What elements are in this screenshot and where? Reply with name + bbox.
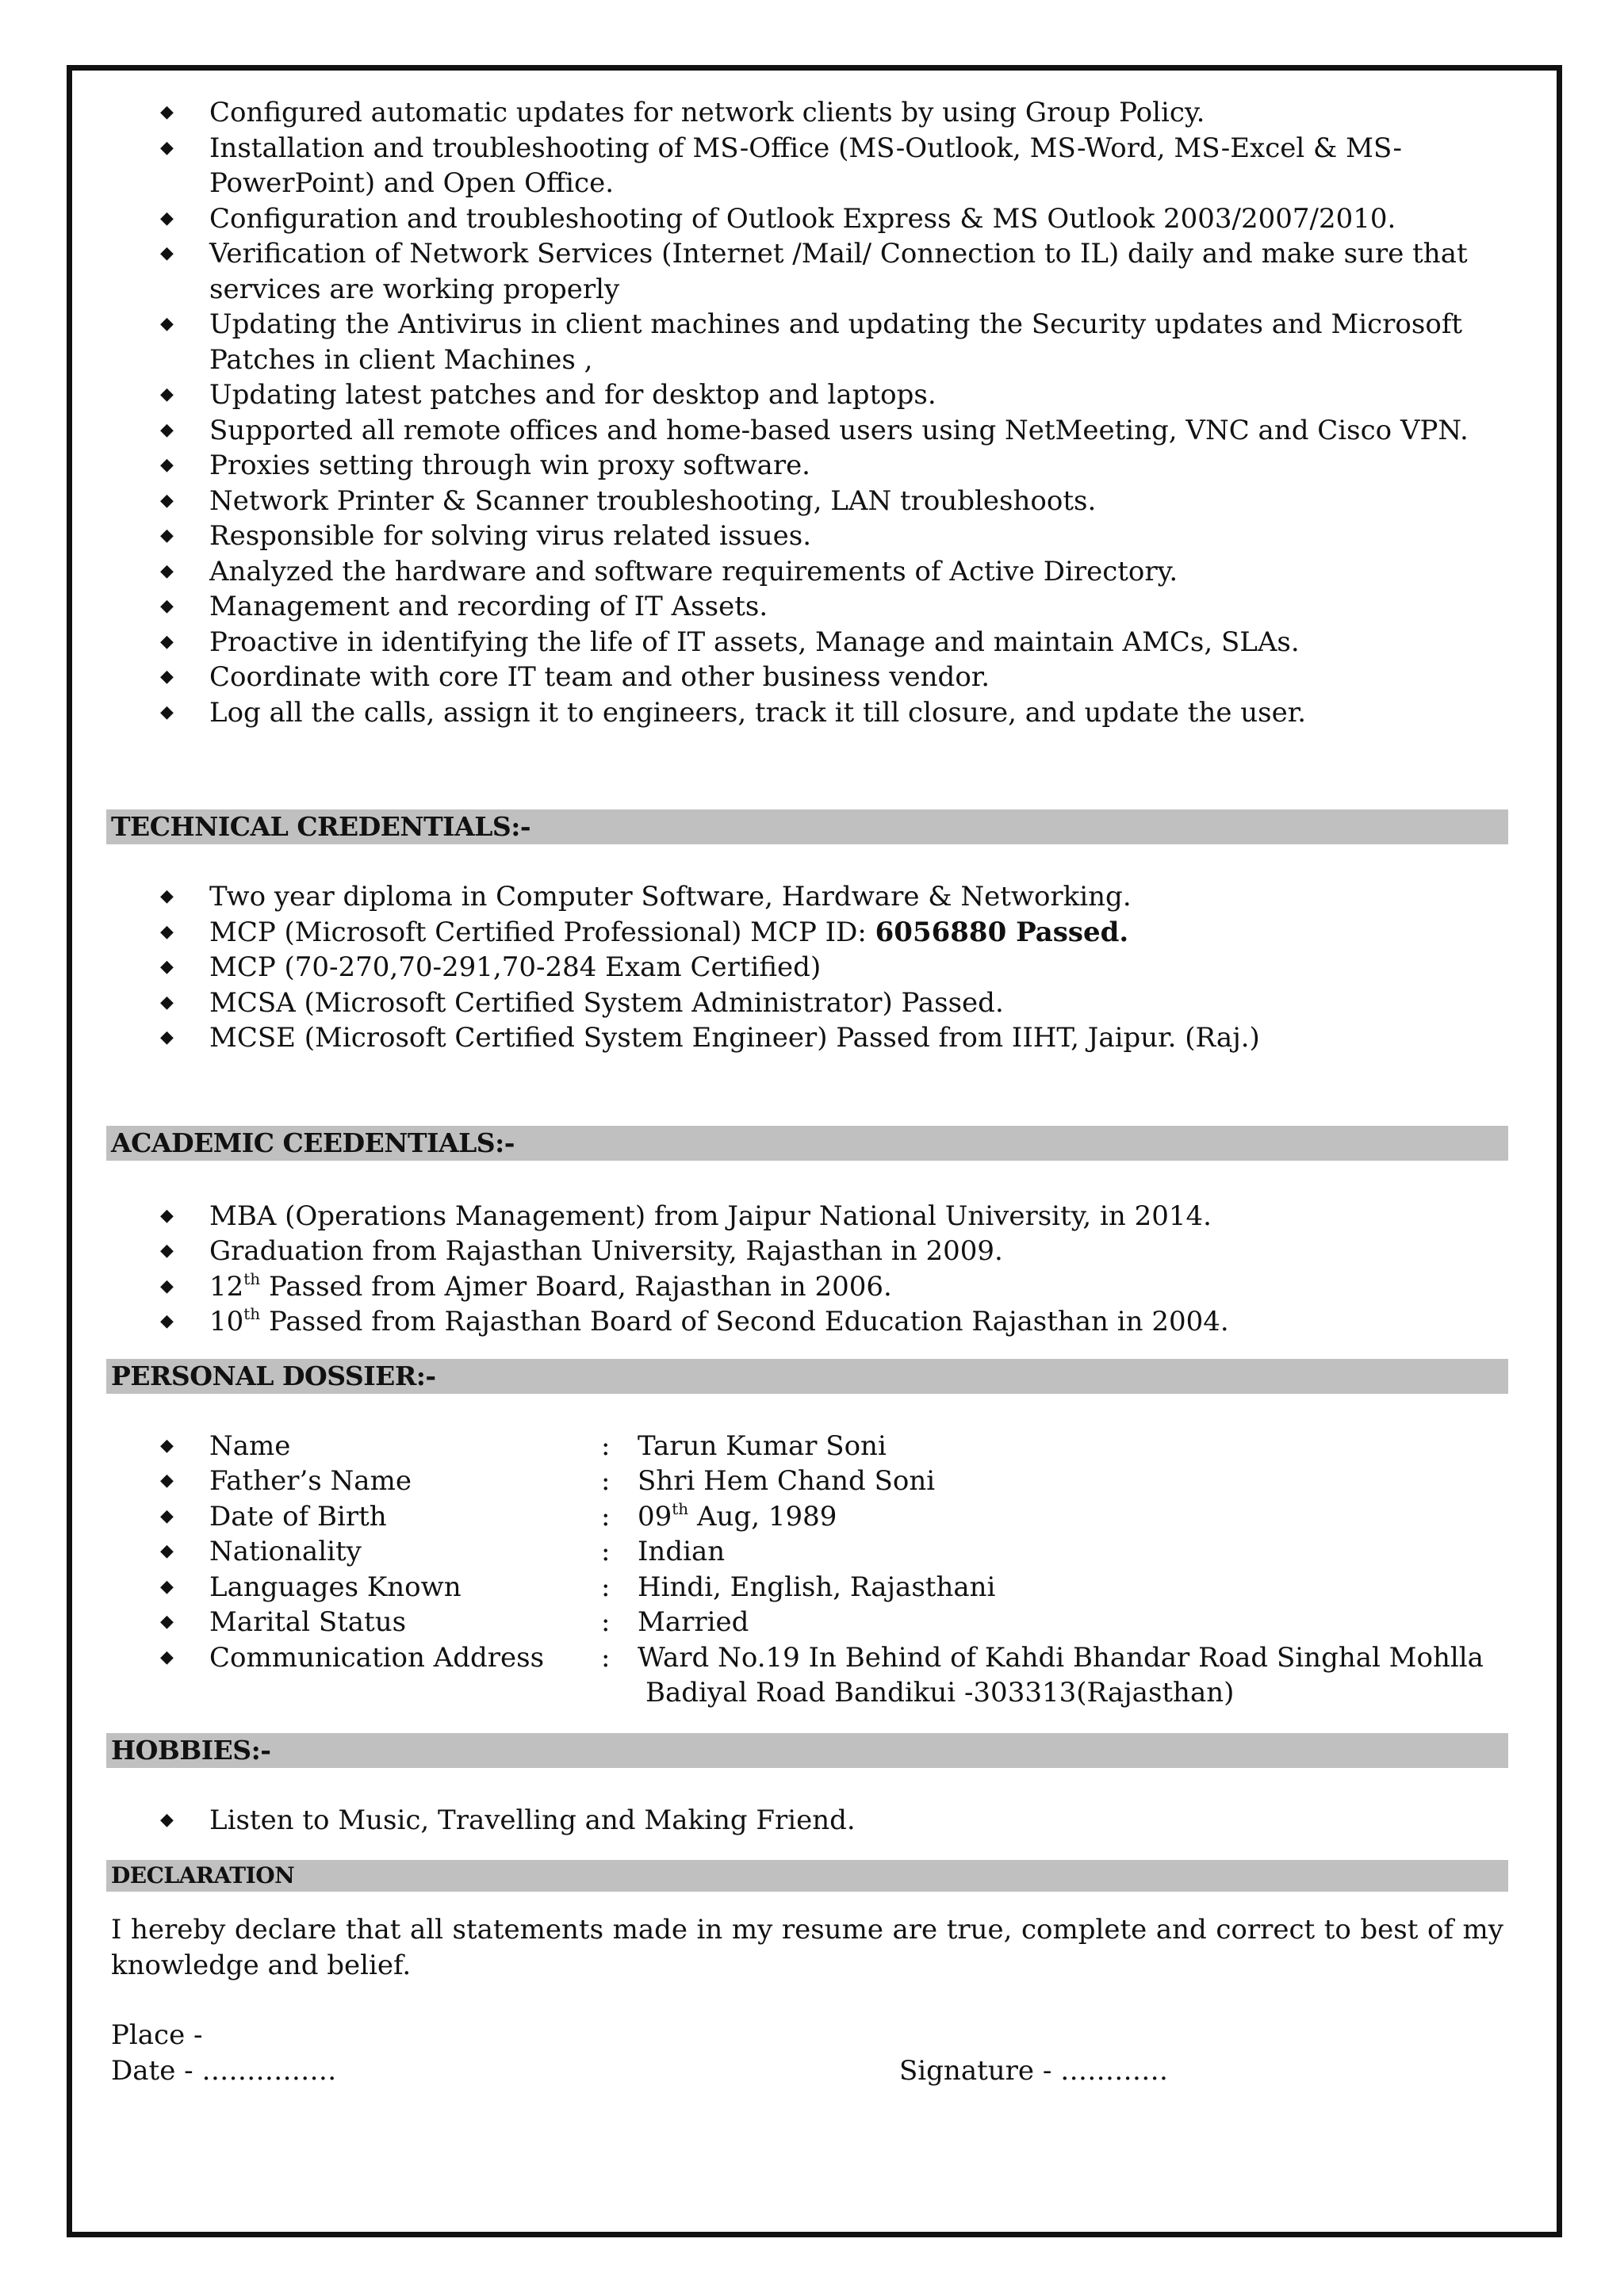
dossier-row-address	[106, 1640, 1508, 1676]
list-item: ◆ Analyzed the hardware and software requirements of Active Directory.	[106, 554, 1508, 590]
academic-credentials-heading: ACADEMIC CEEDENTIALS:-	[106, 1126, 1508, 1161]
date-signature-line	[106, 2053, 1508, 2089]
separator: :	[601, 1429, 611, 1462]
technical-credentials-heading: TECHNICAL CREDENTIALS:-	[106, 809, 1508, 844]
list-item: ◆ Network Printer & Scanner troubleshooting, LAN troubleshoots.	[106, 484, 1508, 519]
diamond-bullet-icon: ◆	[160, 1506, 174, 1526]
diamond-bullet-icon: ◆	[160, 702, 174, 722]
list-item: ◆ Listen to Music, Travelling and Making Friend.	[106, 1803, 1508, 1839]
separator: :	[601, 1500, 611, 1533]
address-line-2: Badiyal Road Bandikui -303313(Rajasthan)	[645, 1677, 1235, 1709]
list-item: ◆ Updating latest patches and for desktop and laptops.	[106, 377, 1508, 413]
separator: :	[601, 1571, 611, 1603]
personal-dossier-table	[106, 1429, 1508, 1711]
diamond-bullet-icon: ◆	[160, 1576, 174, 1597]
date-label: Date - ……………	[111, 2054, 337, 2087]
list-item: ◆ 12th Passed from Ajmer Board, Rajasthan in 2006.	[106, 1269, 1508, 1305]
signature-label: Signature - …………	[899, 2054, 1169, 2087]
dob-value: 09th Aug, 1989	[638, 1498, 837, 1533]
diamond-bullet-icon: ◆	[160, 1027, 174, 1047]
father-value: Shri Hem Chand Soni	[638, 1465, 936, 1497]
list-item: ◆ Supported all remote offices and home-based users using NetMeeting, VNC and Cisco VPN.	[106, 413, 1508, 449]
father-label: Father’s Name	[209, 1465, 412, 1497]
list-item: ◆ Graduation from Rajasthan University, Rajasthan in 2009.	[106, 1234, 1508, 1269]
nationality-value: Indian	[638, 1536, 726, 1567]
list-item: ◆ Log all the calls, assign it to engineers, track it till closure, and update the user.	[106, 695, 1508, 731]
diamond-bullet-icon: ◆	[160, 1241, 174, 1261]
declaration-text: I hereby declare that all statements made in my resume are true, complete and correct to best of my knowledge and belief.	[111, 1914, 1503, 1981]
separator: :	[601, 1606, 611, 1638]
list-item: ◆ Proxies setting through win proxy software.	[106, 448, 1508, 484]
resume-content	[106, 95, 1508, 2088]
diamond-bullet-icon: ◆	[160, 667, 174, 687]
diamond-bullet-icon: ◆	[160, 314, 174, 334]
list-item: ◆ 10th Passed from Rajasthan Board of Second Education Rajasthan in 2004.	[106, 1304, 1508, 1340]
diamond-bullet-icon: ◆	[160, 1809, 174, 1830]
name-value: Tarun Kumar Soni	[638, 1429, 887, 1462]
diamond-bullet-icon: ◆	[160, 886, 174, 906]
list-item: ◆ Installation and troubleshooting of MS-Office (MS-Outlook, MS-Word, MS-Excel & MS-PowerPoint) and Open Office.	[160, 132, 1402, 199]
diamond-bullet-icon: ◆	[160, 102, 174, 122]
list-item: ◆ Updating the Antivirus in client machines and updating the Security updates and Microsoft Patches in client Machines ,	[160, 308, 1463, 376]
list-item: ◆ Configured automatic updates for network clients by using Group Policy.	[106, 95, 1508, 131]
diamond-bullet-icon: ◆	[160, 1435, 174, 1456]
dob-label: Date of Birth	[209, 1500, 387, 1533]
mcp-id: 6056880 Passed.	[875, 916, 1129, 948]
diamond-bullet-icon: ◆	[160, 526, 174, 545]
dossier-row-languages	[106, 1570, 1508, 1605]
diamond-bullet-icon: ◆	[160, 1205, 174, 1226]
dossier-row-father	[106, 1464, 1508, 1499]
list-item: ◆ Two year diploma in Computer Software, Hardware & Networking.	[106, 879, 1508, 915]
diamond-bullet-icon: ◆	[160, 208, 174, 228]
diamond-bullet-icon: ◆	[160, 385, 174, 404]
dossier-row-dob	[106, 1499, 1508, 1535]
hobbies-list	[106, 1803, 1508, 1839]
diamond-bullet-icon: ◆	[160, 1612, 174, 1632]
diamond-bullet-icon: ◆	[160, 419, 174, 440]
list-item: ◆ Coordinate with core IT team and other business vendor.	[106, 660, 1508, 695]
marital-value: Married	[638, 1606, 749, 1638]
name-label: Name	[209, 1429, 291, 1462]
diamond-bullet-icon: ◆	[160, 921, 174, 942]
address-line-1: Ward No.19 In Behind of Kahdi Bhandar Road Singhal Mohlla	[638, 1641, 1484, 1674]
diamond-bullet-icon: ◆	[160, 455, 174, 475]
list-item: ◆ Proactive in identifying the life of IT assets, Manage and maintain AMCs, SLAs.	[106, 625, 1508, 660]
diamond-bullet-icon: ◆	[160, 1647, 174, 1667]
address-label: Communication Address	[209, 1641, 545, 1674]
dossier-row-nationality	[106, 1534, 1508, 1570]
diamond-bullet-icon: ◆	[160, 1471, 174, 1490]
diamond-bullet-icon: ◆	[160, 1311, 174, 1331]
languages-value: Hindi, English, Rajasthani	[638, 1571, 996, 1603]
diamond-bullet-icon: ◆	[160, 137, 174, 158]
diamond-bullet-icon: ◆	[160, 957, 174, 977]
languages-label: Languages Known	[209, 1571, 462, 1603]
academic-credentials-list	[106, 1199, 1508, 1340]
list-item: ◆ MCSA (Microsoft Certified System Administrator) Passed.	[106, 985, 1508, 1021]
personal-dossier-heading: PERSONAL DOSSIER:-	[106, 1359, 1508, 1394]
list-item: ◆ Configuration and troubleshooting of Outlook Express & MS Outlook 2003/2007/2010.	[106, 201, 1508, 237]
diamond-bullet-icon: ◆	[160, 992, 174, 1012]
marital-label: Marital Status	[209, 1606, 407, 1638]
diamond-bullet-icon: ◆	[160, 490, 174, 511]
place-label: Place -	[111, 2019, 203, 2051]
place-line	[106, 2018, 1508, 2053]
diamond-bullet-icon: ◆	[160, 243, 174, 263]
declaration-heading: DECLARATION	[106, 1860, 1508, 1892]
diamond-bullet-icon: ◆	[160, 561, 174, 581]
diamond-bullet-icon: ◆	[160, 1276, 174, 1296]
hobbies-heading: HOBBIES:-	[106, 1733, 1508, 1768]
diamond-bullet-icon: ◆	[160, 596, 174, 616]
list-item: ◆ Responsible for solving virus related issues.	[106, 519, 1508, 554]
list-item: ◆ Verification of Network Services (Internet /Mail/ Connection to IL) daily and make sure that services are working properly	[160, 238, 1468, 305]
nationality-label: Nationality	[209, 1536, 362, 1567]
duties-list	[106, 95, 1508, 730]
list-item: ◆ MBA (Operations Management) from Jaipur National University, in 2014.	[106, 1199, 1508, 1234]
technical-credentials-list	[106, 879, 1508, 1056]
list-item: ◆ MCP (Microsoft Certified Professional) MCP ID: 6056880 Passed.	[106, 915, 1508, 951]
diamond-bullet-icon: ◆	[160, 631, 174, 652]
separator: :	[601, 1465, 611, 1497]
diamond-bullet-icon: ◆	[160, 1541, 174, 1561]
list-item: ◆ MCP (70-270,70-291,70-284 Exam Certified)	[106, 950, 1508, 985]
list-item: ◆ MCSE (Microsoft Certified System Engineer) Passed from IIHT, Jaipur. (Raj.)	[106, 1020, 1508, 1056]
separator: :	[601, 1536, 611, 1567]
separator: :	[601, 1641, 611, 1674]
dossier-row-name	[106, 1429, 1508, 1464]
list-item: ◆ Management and recording of IT Assets.	[106, 589, 1508, 625]
dossier-row-marital	[106, 1605, 1508, 1640]
